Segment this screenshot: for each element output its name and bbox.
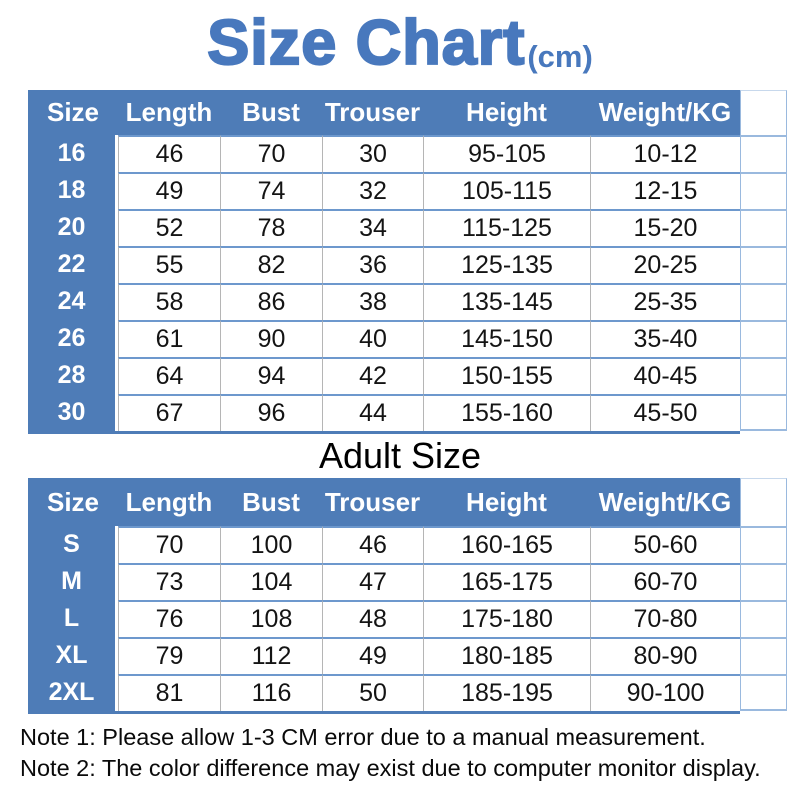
table-cell: 135-145: [423, 283, 590, 320]
size-label-cell: S: [28, 526, 118, 563]
title-text: Size Chart: [207, 7, 526, 78]
size-label-cell: 26: [28, 320, 118, 357]
table-cell: 78: [220, 209, 322, 246]
empty-gridline-cell: [740, 246, 787, 283]
note-1: Note 1: Please allow 1-3 CM error due to a manual measurement.: [20, 724, 706, 750]
table-cell: 67: [118, 394, 220, 431]
col-header-trouser: Trouser: [322, 90, 423, 135]
empty-gridline-cell: [740, 172, 787, 209]
adult-size-grid: [28, 478, 787, 711]
table-cell: 44: [322, 394, 423, 431]
table-cell: 70: [220, 135, 322, 172]
table-cell: 125-135: [423, 246, 590, 283]
child-size-table: [28, 90, 787, 431]
empty-gridline-cell: [740, 563, 787, 600]
table-cell: 81: [118, 674, 220, 711]
table-cell: 49: [322, 637, 423, 674]
size-label-cell: 2XL: [28, 674, 118, 711]
table-cell: 104: [220, 563, 322, 600]
table-cell: 58: [118, 283, 220, 320]
table-cell: 36: [322, 246, 423, 283]
table-cell: 12-15: [590, 172, 740, 209]
table-cell: 165-175: [423, 563, 590, 600]
table-cell: 150-155: [423, 357, 590, 394]
table-cell: 60-70: [590, 563, 740, 600]
table-cell: 180-185: [423, 637, 590, 674]
size-label-cell: 18: [28, 172, 118, 209]
table-cell: 40: [322, 320, 423, 357]
table-cell: 105-115: [423, 172, 590, 209]
table-cell: 185-195: [423, 674, 590, 711]
table-cell: 155-160: [423, 394, 590, 431]
table-cell: 94: [220, 357, 322, 394]
table-cell: 95-105: [423, 135, 590, 172]
table-cell: 20-25: [590, 246, 740, 283]
table-cell: 73: [118, 563, 220, 600]
table-cell: 52: [118, 209, 220, 246]
table-cell: 47: [322, 563, 423, 600]
table-cell: 38: [322, 283, 423, 320]
table-cell: 86: [220, 283, 322, 320]
note-2: Note 2: The color difference may exist due to computer monitor display.: [20, 755, 761, 781]
size-label-cell: XL: [28, 637, 118, 674]
table-cell: 42: [322, 357, 423, 394]
page-title: [0, 0, 800, 86]
empty-gridline-cell: [740, 283, 787, 320]
size-label-cell: 28: [28, 357, 118, 394]
table-cell: 46: [322, 526, 423, 563]
table-cell: 96: [220, 394, 322, 431]
empty-gridline-cell: [740, 478, 787, 526]
child-size-grid: [28, 90, 787, 431]
table-cell: 115-125: [423, 209, 590, 246]
table-cell: 74: [220, 172, 322, 209]
table-cell: 34: [322, 209, 423, 246]
table-cell: 61: [118, 320, 220, 357]
table-cell: 79: [118, 637, 220, 674]
table-cell: 40-45: [590, 357, 740, 394]
size-label-cell: 16: [28, 135, 118, 172]
col-header-bust: Bust: [220, 478, 322, 526]
table-cell: 46: [118, 135, 220, 172]
col-header-trouser: Trouser: [322, 478, 423, 526]
title-unit: (cm): [527, 39, 593, 74]
table-cell: 70: [118, 526, 220, 563]
table-cell: 15-20: [590, 209, 740, 246]
empty-gridline-cell: [740, 674, 787, 711]
empty-gridline-cell: [740, 600, 787, 637]
empty-gridline-cell: [740, 90, 787, 135]
adult-size-heading: Adult Size: [318, 435, 482, 476]
table-cell: 90: [220, 320, 322, 357]
empty-gridline-cell: [740, 135, 787, 172]
table-cell: 175-180: [423, 600, 590, 637]
table-cell: 70-80: [590, 600, 740, 637]
table-cell: 112: [220, 637, 322, 674]
size-label-cell: 22: [28, 246, 118, 283]
table-cell: 48: [322, 600, 423, 637]
col-header-height: Height: [423, 90, 590, 135]
table-cell: 35-40: [590, 320, 740, 357]
table-cell: 90-100: [590, 674, 740, 711]
size-label-cell: 20: [28, 209, 118, 246]
size-label-cell: L: [28, 600, 118, 637]
table-cell: 25-35: [590, 283, 740, 320]
table-cell: 145-150: [423, 320, 590, 357]
table-cell: 50: [322, 674, 423, 711]
col-header-length: Length: [118, 90, 220, 135]
size-label-cell: 24: [28, 283, 118, 320]
empty-gridline-cell: [740, 320, 787, 357]
table-cell: 50-60: [590, 526, 740, 563]
table-cell: 160-165: [423, 526, 590, 563]
adult-size-table: [28, 478, 787, 711]
table-cell: 45-50: [590, 394, 740, 431]
table-cell: 82: [220, 246, 322, 283]
col-header-size: Size: [28, 478, 118, 526]
table-cell: 76: [118, 600, 220, 637]
col-header-bust: Bust: [220, 90, 322, 135]
table-cell: 100: [220, 526, 322, 563]
table-cell: 116: [220, 674, 322, 711]
empty-gridline-cell: [740, 357, 787, 394]
empty-gridline-cell: [740, 209, 787, 246]
table-cell: 64: [118, 357, 220, 394]
col-header-height: Height: [423, 478, 590, 526]
size-label-cell: 30: [28, 394, 118, 431]
table-cell: 55: [118, 246, 220, 283]
footnotes: [20, 722, 790, 784]
col-header-length: Length: [118, 478, 220, 526]
table-cell: 10-12: [590, 135, 740, 172]
table-cell: 30: [322, 135, 423, 172]
table-bottom-border: [28, 711, 740, 714]
table-cell: 80-90: [590, 637, 740, 674]
empty-gridline-cell: [740, 526, 787, 563]
col-header-weight-kg: Weight/KG: [590, 90, 740, 135]
col-header-size: Size: [28, 90, 118, 135]
table-cell: 32: [322, 172, 423, 209]
table-cell: 49: [118, 172, 220, 209]
col-header-weight-kg: Weight/KG: [590, 478, 740, 526]
empty-gridline-cell: [740, 394, 787, 431]
table-cell: 108: [220, 600, 322, 637]
empty-gridline-cell: [740, 637, 787, 674]
size-label-cell: M: [28, 563, 118, 600]
